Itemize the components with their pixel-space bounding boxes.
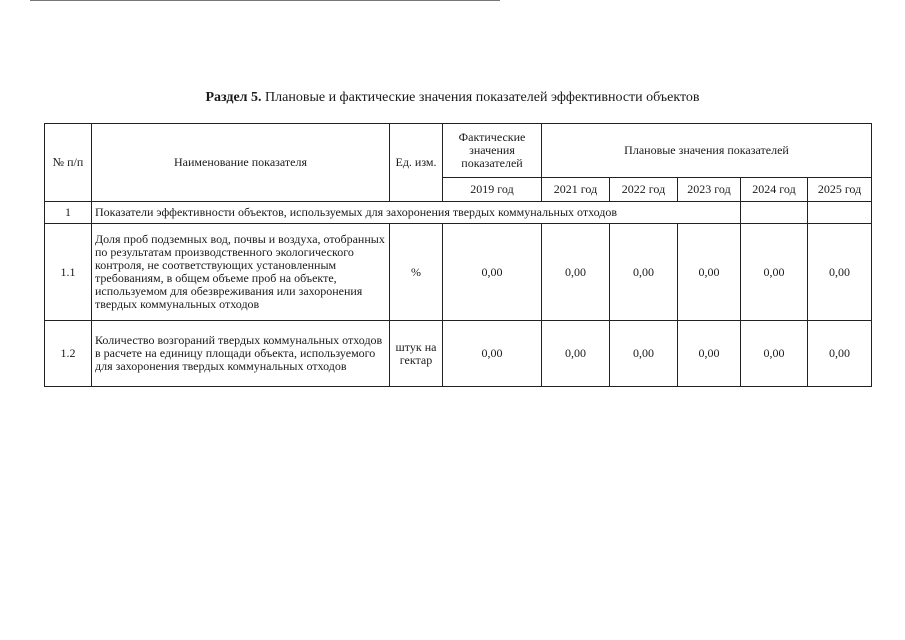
header-year-2025: 2025 год — [808, 178, 872, 202]
group-row — [45, 202, 872, 224]
row-value-2023: 0,00 — [678, 224, 741, 321]
row-value-2025: 0,00 — [808, 321, 872, 387]
header-unit: Ед. изм. — [390, 124, 443, 202]
row-value-2019: 0,00 — [443, 224, 542, 321]
header-num: № п/п — [45, 124, 92, 202]
row-name: Доля проб подземных вод, почвы и воздуха, отобранных по результатам производственного экологического контроля, не соответствующих установленным требованиям, в общем объеме проб на объекте, используемом для обезвреживания или захоронения твердых коммунальных отходов — [92, 224, 390, 321]
row-num: 1.1 — [45, 224, 92, 321]
group-num: 1 — [45, 202, 92, 224]
group-empty-2025 — [808, 202, 872, 224]
header-name: Наименование показателя — [92, 124, 390, 202]
row-unit: % — [390, 224, 443, 321]
header-row — [45, 124, 872, 178]
indicators-table — [44, 123, 872, 387]
row-value-2022: 0,00 — [610, 321, 678, 387]
row-value-2024: 0,00 — [741, 321, 808, 387]
header-year-2024: 2024 год — [741, 178, 808, 202]
header-year-2021: 2021 год — [542, 178, 610, 202]
row-num: 1.2 — [45, 321, 92, 387]
top-rule — [30, 0, 500, 1]
row-value-2021: 0,00 — [542, 321, 610, 387]
row-value-2023: 0,00 — [678, 321, 741, 387]
group-name — [92, 202, 741, 224]
group-empty-2024 — [741, 202, 808, 224]
header-planned: Плановые значения показателей — [542, 124, 872, 178]
header-year-2023: 2023 год — [678, 178, 741, 202]
row-unit: штук на гектар — [390, 321, 443, 387]
row-name: Количество возгораний твердых коммунальных отходов в расчете на единицу площади объекта, используемого для захоронения твердых коммунальных отходов — [92, 321, 390, 387]
row-value-2021: 0,00 — [542, 224, 610, 321]
table-row — [45, 224, 872, 321]
header-year-2022: 2022 год — [610, 178, 678, 202]
section-title-text: Плановые и фактические значения показателей эффективности объектов — [265, 90, 700, 105]
table-row — [45, 321, 872, 387]
header-actual: Фактические значения показателей — [443, 124, 542, 178]
row-value-2022: 0,00 — [610, 224, 678, 321]
row-value-2025: 0,00 — [808, 224, 872, 321]
header-year-2019: 2019 год — [443, 178, 542, 202]
row-value-2019: 0,00 — [443, 321, 542, 387]
section-title — [0, 90, 905, 106]
section-label: Раздел 5. — [205, 90, 262, 105]
row-value-2024: 0,00 — [741, 224, 808, 321]
group-name-text: Показатели эффективности объектов, используемых для захоронения твердых коммунальных отходов — [95, 205, 618, 219]
